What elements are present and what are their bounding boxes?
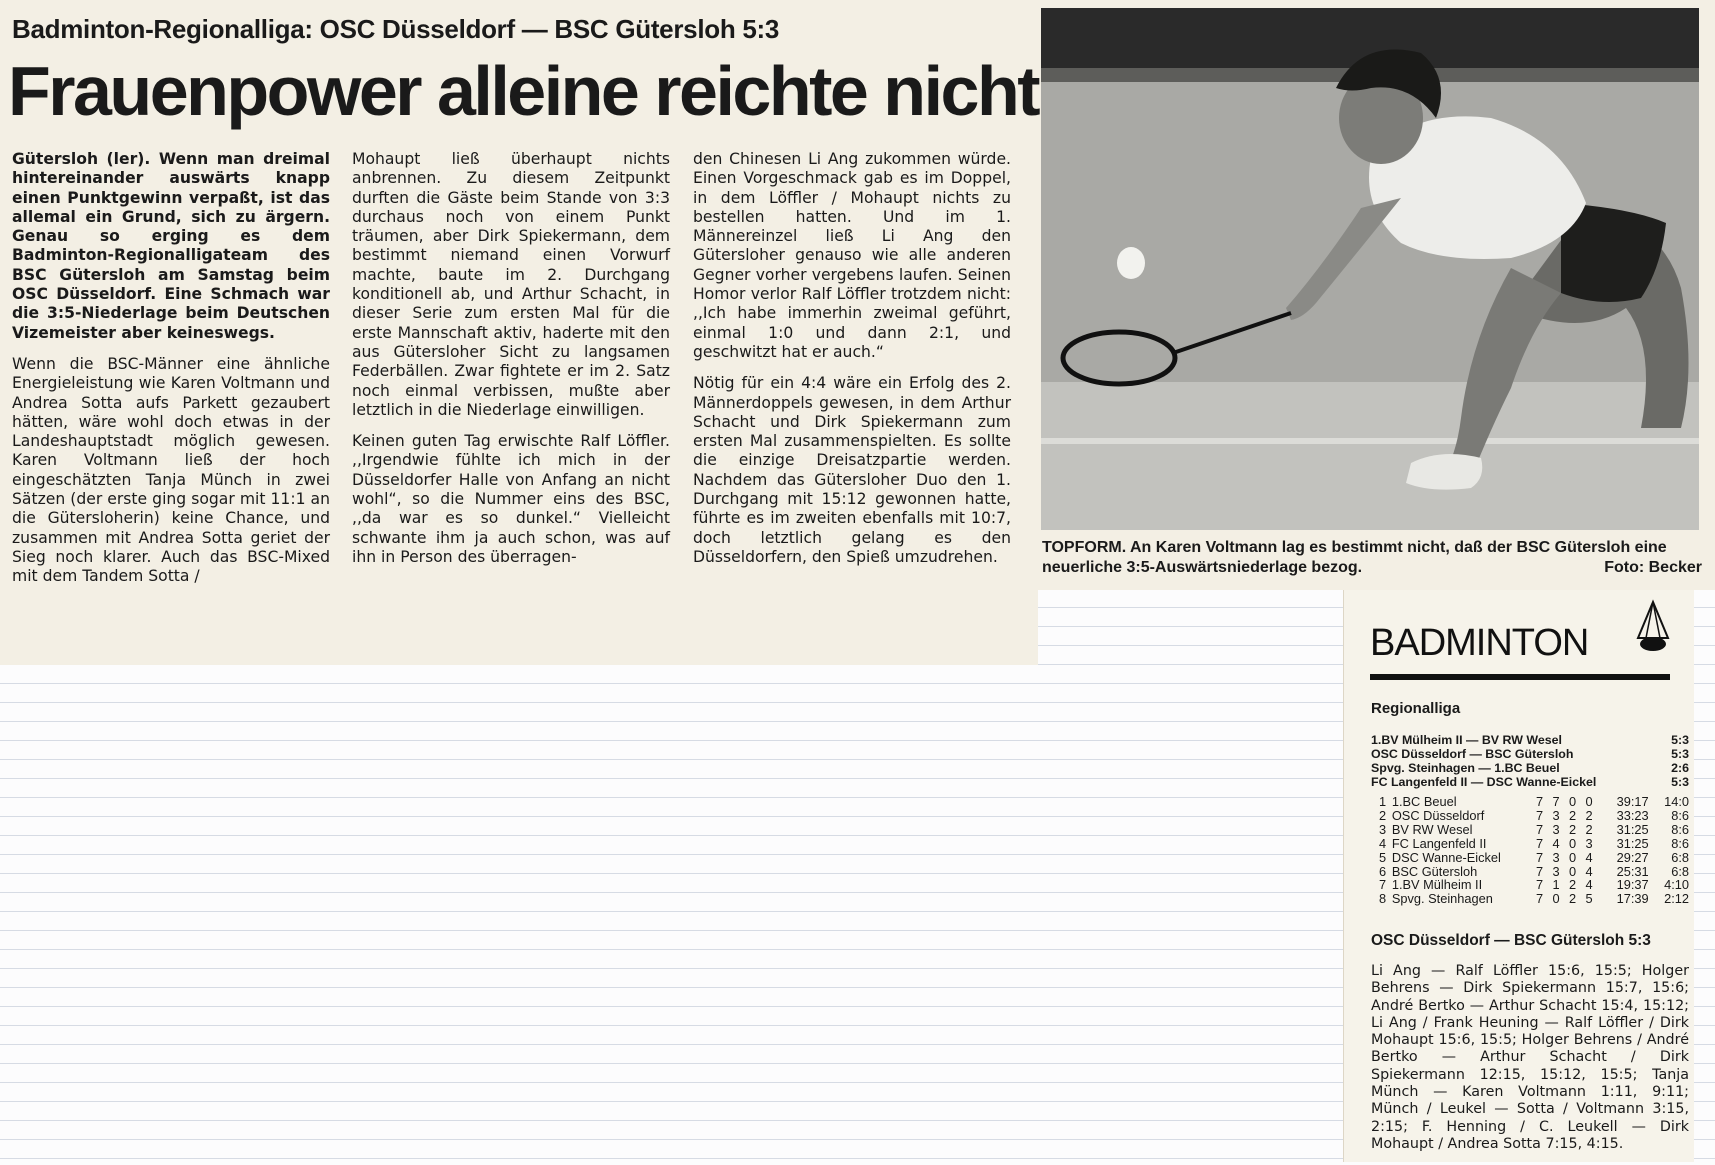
standings-games: 19:37 — [1616, 877, 1649, 893]
standings-games: 39:17 — [1616, 794, 1649, 809]
standings-drawn: 2 — [1568, 891, 1577, 907]
article-column-3 — [693, 150, 1011, 579]
standings-pos: 7 — [1379, 877, 1387, 893]
standings-games: 33:23 — [1616, 807, 1649, 823]
standings-row — [1379, 892, 1689, 906]
article-paragraph: Keinen guten Tag erwischte Ralf Löffler. ,,Irgendwie fühlte ich mich in der Düsseldorfer Halle von Anfang an nicht wohl“, so die Nummer eins des BSC, ,,da war es so dunkel.“ Vielleicht schwante ihm ja auch schon, was auf ihn in Person des überragen- — [352, 432, 670, 566]
standings-lost: 3 — [1585, 835, 1593, 851]
standings-points: 6:8 — [1671, 863, 1690, 879]
standings-lost: 4 — [1585, 849, 1593, 865]
standings-row — [1379, 878, 1689, 892]
article-column-2 — [352, 150, 670, 579]
standings-team: 1.BC Beuel — [1391, 794, 1457, 809]
standings-pos: 3 — [1379, 821, 1387, 837]
results-list — [1371, 733, 1689, 789]
standings-row — [1379, 823, 1689, 837]
standings-points: 4:10 — [1664, 877, 1690, 893]
sidebar-rule — [1370, 674, 1670, 680]
standings-won: 4 — [1552, 835, 1560, 851]
shuttlecock-icon — [1630, 598, 1676, 663]
league-heading: Regionalliga — [1371, 700, 1461, 717]
standings-lost: 4 — [1585, 877, 1593, 893]
standings-pos: 1 — [1379, 794, 1387, 809]
standings-pos: 2 — [1379, 807, 1387, 823]
standings-won: 3 — [1552, 849, 1560, 865]
standings-pos: 6 — [1379, 863, 1387, 879]
photo-credit: Foto: Becker — [1604, 559, 1702, 576]
standings-points: 14:0 — [1664, 794, 1690, 809]
standings-team: OSC Düsseldorf — [1391, 807, 1485, 823]
standings-games: 25:31 — [1616, 863, 1649, 879]
article-lead-paragraph: Gütersloh (ler). Wenn man dreimal hintereinander auswärts knapp einen Punktgewinn verpaßt, ist das allemal ein Grund, sich zu ärgern. Genau so erging es dem Badminton-Regionalligateam des BSC Gütersloh am Samstag beim OSC Düsseldorf. Eine Schmach war die 3:5-Niederlage beim Deutschen Vizemeister aber keineswegs. — [12, 150, 330, 342]
standings-drawn: 0 — [1568, 835, 1577, 851]
article-paragraph: den Chinesen Li Ang zukommen würde. Einen Vorgeschmack gab es im Doppel, in dem Löffler / Mohaupt nichts zu bestellen hatten. Und im 1. Männereinzel ließ Li Ang den Gütersloher genauso wie alle anderen Gegner vorher vergebens laufen. Seinen Homor verlor Ralf Löffler trotzdem nicht: ,,Ich habe immerhin zweimal geführt, einmal 1:0 und dann 2:1, und geschwitzt hat er auch.“ — [693, 150, 1011, 361]
standings-games: 31:25 — [1616, 821, 1649, 837]
standings-lost: 2 — [1585, 821, 1593, 837]
article-kicker: Badminton-Regionalliga: OSC Düsseldorf — BSC Gütersloh 5:3 — [12, 14, 780, 44]
standings-pos: 8 — [1379, 891, 1387, 907]
standings-won: 3 — [1552, 863, 1560, 879]
standings-points: 8:6 — [1671, 807, 1690, 823]
match-detail: Li Ang — Ralf Löffler 15:6, 15:5; Holger Behrens — Dirk Spiekermann 15:7, 15:6; André Bertko — Arthur Schacht 15:4, 15:12; Li Ang / Frank Heuning — Ralf Löffler / Dirk Mohaupt 15:6, 15:5; Holger Behrens / André Bertko — Arthur Schacht / Dirk Spiekermann 12:15, 15:12, 15:5; Tanja Münch — Karen Voltmann 1:11, 9:11; Münch / Leukel — Sotta / Voltmann 3:15, 2:15; F. Henning / C. Leukell — Dirk Mohaupt / Andrea Sotta 7:15, 4:15. — [1371, 963, 1689, 1152]
match-title: OSC Düsseldorf — BSC Gütersloh 5:3 — [1371, 932, 1651, 949]
standings-played: 7 — [1535, 821, 1544, 837]
result-row — [1371, 761, 1689, 775]
standings-row — [1379, 809, 1689, 823]
standings-points: 6:8 — [1671, 849, 1690, 865]
standings-table — [1379, 795, 1689, 906]
standings-drawn: 0 — [1568, 794, 1577, 809]
result-match: FC Langenfeld II — DSC Wanne-Eickel — [1371, 775, 1597, 789]
standings-played: 7 — [1535, 835, 1544, 851]
standings-played: 7 — [1535, 794, 1544, 809]
standings-row — [1379, 865, 1689, 879]
standings-games: 31:25 — [1616, 835, 1649, 851]
standings-drawn: 2 — [1568, 807, 1577, 823]
standings-won: 7 — [1552, 794, 1560, 809]
standings-team: BSC Gütersloh — [1391, 863, 1478, 879]
article-paragraph: Wenn die BSC-Männer eine ähnliche Energieleistung wie Karen Voltmann und Andrea Sotta aufs Parkett gezaubert hätten, wäre wohl doch etwas in der Landeshauptstadt möglich gewesen. Karen Voltmann ließ der hoch eingeschätzten Tanja Münch in zwei Sätzen (der erste ging sogar mit 11:1 an die Gütersloherin) keine Chance, und zusammen mit Andrea Sotta geriet der Sieg noch klarer. Auch das BSC-Mixed mit dem Tandem Sotta / — [12, 354, 330, 586]
result-score: 5:3 — [1671, 747, 1689, 761]
standings-won: 0 — [1552, 891, 1560, 907]
standings-drawn: 0 — [1568, 863, 1577, 879]
article-headline: Frauenpower alleine reichte nicht — [8, 52, 1039, 130]
standings-won: 1 — [1552, 877, 1560, 893]
result-match: OSC Düsseldorf — BSC Gütersloh — [1371, 747, 1574, 761]
result-match: Spvg. Steinhagen — 1.BC Beuel — [1371, 761, 1560, 775]
standings-drawn: 0 — [1568, 849, 1577, 865]
standings-row — [1379, 851, 1689, 865]
standings-played: 7 — [1535, 863, 1544, 879]
standings-row — [1379, 837, 1689, 851]
photo-caption — [1042, 538, 1702, 578]
article-column-1 — [12, 150, 330, 599]
standings-row — [1379, 795, 1689, 809]
result-score: 2:6 — [1671, 761, 1689, 775]
result-match: 1.BV Mülheim II — BV RW Wesel — [1371, 733, 1562, 747]
result-score: 5:3 — [1671, 775, 1689, 789]
sidebar-title: BADMINTON — [1370, 622, 1589, 664]
standings-pos: 5 — [1379, 849, 1387, 865]
standings-team: 1.BV Mülheim II — [1391, 877, 1483, 893]
standings-games: 17:39 — [1616, 891, 1649, 907]
result-row — [1371, 747, 1689, 761]
standings-won: 3 — [1552, 821, 1560, 837]
standings-drawn: 2 — [1568, 821, 1577, 837]
standings-drawn: 2 — [1568, 877, 1577, 893]
standings-played: 7 — [1535, 877, 1544, 893]
standings-games: 29:27 — [1616, 849, 1649, 865]
standings-lost: 2 — [1585, 807, 1593, 823]
result-score: 5:3 — [1671, 733, 1689, 747]
badminton-player-photo — [1041, 8, 1699, 530]
standings-lost: 0 — [1585, 794, 1593, 809]
standings-lost: 4 — [1585, 863, 1593, 879]
standings-points: 8:6 — [1671, 835, 1690, 851]
result-row — [1371, 775, 1689, 789]
standings-points: 2:12 — [1664, 891, 1690, 907]
standings-team: Spvg. Steinhagen — [1391, 891, 1493, 907]
standings-won: 3 — [1552, 807, 1560, 823]
article-paragraph: Mohaupt ließ überhaupt nichts anbrennen. Zu diesem Zeitpunkt durften die Gäste beim Stande von 3:3 durchaus noch von einem Punkt träumen, aber Dirk Spiekermann, dem bestimmt niemand einen Vorwurf machte, baute im 2. Durchgang konditionell ab, und Arthur Schacht, in dieser Serie zum ersten Mal für die erste Mannschaft aktiv, haderte mit den aus Gütersloher Sicht zu langsamen Federbällen. Zwar fightete er im 2. Satz noch einmal verbissen, mußte aber letztlich in die Niederlage einwilligen. — [352, 150, 670, 419]
article-paragraph: Nötig für ein 4:4 wäre ein Erfolg des 2. Männerdoppels gewesen, in dem Arthur Schacht und Dirk Spiekermann zum ersten Mal zusammenspielten. Es sollte die einzige Dreisatzpartie werden. Nachdem das Gütersloher Duo den 1. Durchgang mit 15:12 gewonnen hatte, führte es im zweiten ebenfalls mit 10:7, doch letztlich gelang es den Düsseldorfern, den Spieß umzudrehen. — [693, 374, 1011, 566]
standings-points: 8:6 — [1671, 821, 1690, 837]
standings-team: FC Langenfeld II — [1391, 835, 1487, 851]
standings-played: 7 — [1535, 807, 1544, 823]
standings-played: 7 — [1535, 849, 1544, 865]
standings-team: BV RW Wesel — [1391, 821, 1473, 837]
standings-pos: 4 — [1379, 835, 1387, 851]
standings-team: DSC Wanne-Eickel — [1391, 849, 1501, 865]
standings-lost: 5 — [1585, 891, 1593, 907]
standings-played: 7 — [1535, 891, 1544, 907]
result-row — [1371, 733, 1689, 747]
photo-caption-text: TOPFORM. An Karen Voltmann lag es bestimmt nicht, daß der BSC Gütersloh eine neuerliche 3:5-Auswärtsniederlage bezog. — [1042, 539, 1667, 576]
